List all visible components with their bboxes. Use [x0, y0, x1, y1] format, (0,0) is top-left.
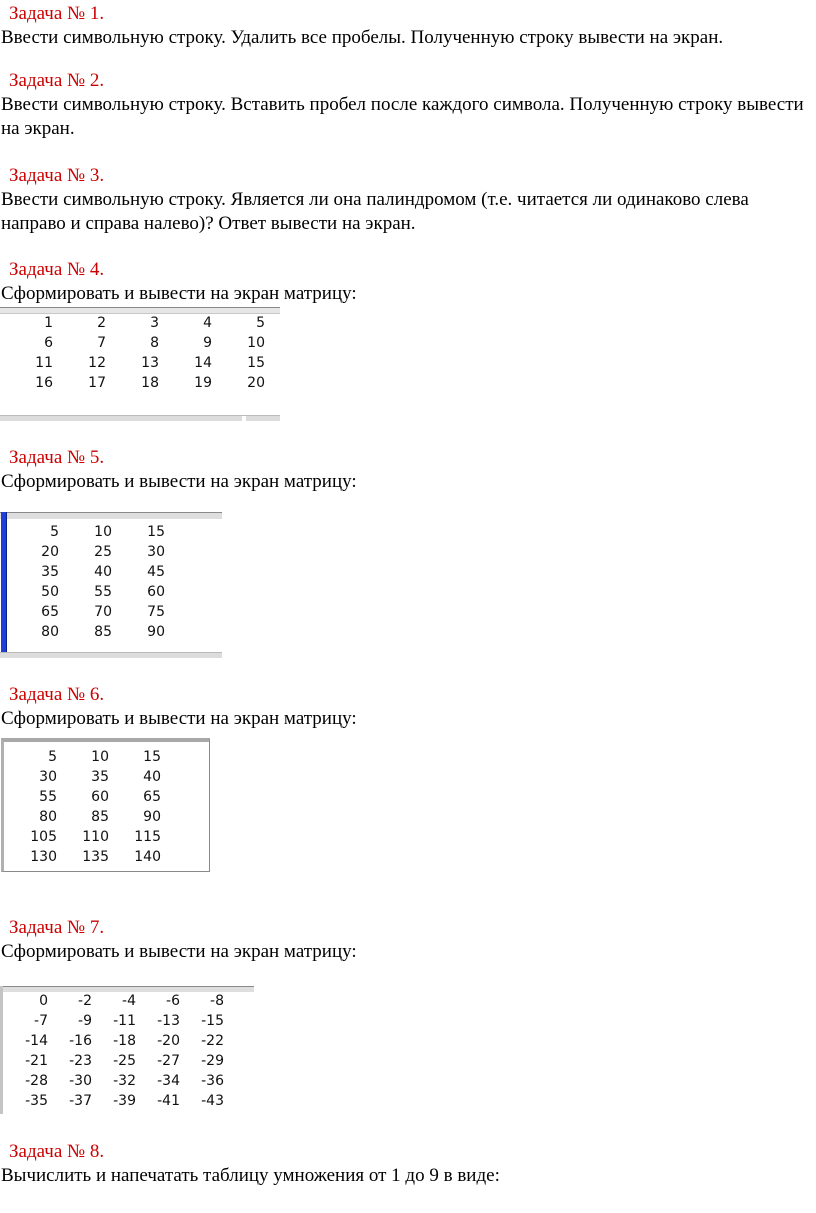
matrix-cell: 10: [91, 749, 109, 765]
matrix-row: [0, 353, 265, 373]
matrix-row: [6, 582, 165, 602]
matrix-cell: 20: [247, 375, 265, 391]
matrix-row: [0, 373, 265, 393]
matrix-cell: 90: [143, 809, 161, 825]
matrix-cell: 9: [203, 335, 212, 351]
matrix-cell: 20: [41, 544, 59, 560]
matrix-cell: -23: [69, 1053, 92, 1069]
matrix-4-console: [0, 307, 280, 421]
matrix-cell: 5: [50, 524, 59, 540]
matrix-cell: 5: [256, 315, 265, 331]
matrix-cell: -27: [157, 1053, 180, 1069]
matrix-cell: -22: [201, 1033, 224, 1049]
matrix-cell: 14: [194, 355, 212, 371]
matrix-cell: -28: [25, 1073, 48, 1089]
matrix-row: [4, 1071, 224, 1091]
matrix-cell: 30: [39, 769, 57, 785]
matrix-cell: 35: [41, 564, 59, 580]
matrix-row: [5, 747, 161, 767]
task-7-title: Задача № 7.: [9, 917, 105, 938]
task-4-title: Задача № 4.: [9, 259, 105, 280]
console-left-border: [0, 986, 3, 1114]
matrix-cell: -4: [122, 993, 136, 1009]
matrix-cell: 13: [141, 355, 159, 371]
matrix-7-console: [0, 986, 254, 1116]
console-bottom-border: [0, 652, 222, 658]
matrix-cell: 15: [143, 749, 161, 765]
task-1-text: Ввести символьную строку. Удалить все пробелы. Полученную строку вывести на экран.: [1, 27, 724, 48]
task-4-text: Сформировать и вывести на экран матрицу:: [1, 283, 357, 304]
matrix-cell: 35: [91, 769, 109, 785]
matrix-row: [0, 313, 265, 333]
matrix-cell: 30: [147, 544, 165, 560]
matrix-row: [6, 542, 165, 562]
matrix-row: [5, 827, 161, 847]
task-3-title: Задача № 3.: [9, 165, 105, 186]
matrix-row: [0, 333, 265, 353]
matrix-cell: 12: [88, 355, 106, 371]
task-3-text: Ввести символьную строку. Является ли она палиндромом (т.е. читается ли одинаково слева направо и справа налево)? Ответ вывести на экран.: [1, 189, 749, 234]
matrix-row: [6, 562, 165, 582]
matrix-cell: 140: [134, 849, 161, 865]
matrix-row: [5, 807, 161, 827]
matrix-cell: 4: [203, 315, 212, 331]
matrix-cell: -39: [113, 1093, 136, 1109]
matrix-cell: -20: [157, 1033, 180, 1049]
matrix-cell: -21: [25, 1053, 48, 1069]
matrix-cell: -30: [69, 1073, 92, 1089]
matrix-cell: -9: [78, 1013, 92, 1029]
matrix-cell: 7: [97, 335, 106, 351]
matrix-row: [5, 767, 161, 787]
matrix-cell: 110: [82, 829, 109, 845]
matrix-cell: 17: [88, 375, 106, 391]
matrix-cell: -13: [157, 1013, 180, 1029]
matrix-5-console: [0, 512, 222, 658]
matrix-cell: -8: [210, 993, 224, 1009]
matrix-cell: 19: [194, 375, 212, 391]
matrix-cell: 8: [150, 335, 159, 351]
matrix-cell: -7: [34, 1013, 48, 1029]
matrix-cell: -36: [201, 1073, 224, 1089]
task-5-title: Задача № 5.: [9, 447, 105, 468]
matrix-row: [4, 1051, 224, 1071]
task-6-title: Задача № 6.: [9, 684, 105, 705]
matrix-cell: -6: [166, 993, 180, 1009]
matrix-cell: 85: [94, 624, 112, 640]
task-8-title: Задача № 8.: [9, 1141, 105, 1162]
matrix-cell: 65: [41, 604, 59, 620]
matrix-row: [5, 787, 161, 807]
matrix-cell: -11: [113, 1013, 136, 1029]
matrix-cell: -16: [69, 1033, 92, 1049]
task-5-text: Сформировать и вывести на экран матрицу:: [1, 471, 357, 492]
matrix-row: [6, 602, 165, 622]
matrix-cell: -35: [25, 1093, 48, 1109]
matrix-cell: 80: [41, 624, 59, 640]
matrix-cell: -29: [201, 1053, 224, 1069]
matrix-cell: 10: [247, 335, 265, 351]
matrix-5-table: [6, 522, 165, 642]
matrix-cell: 2: [97, 315, 106, 331]
task-2-title: Задача № 2.: [9, 70, 105, 91]
matrix-cell: 45: [147, 564, 165, 580]
matrix-4-table: [0, 313, 265, 393]
matrix-row: [4, 1091, 224, 1111]
matrix-cell: -14: [25, 1033, 48, 1049]
matrix-cell: 18: [141, 375, 159, 391]
matrix-row: [6, 622, 165, 642]
matrix-cell: -18: [113, 1033, 136, 1049]
matrix-row: [6, 522, 165, 542]
matrix-cell: -41: [157, 1093, 180, 1109]
matrix-cell: 3: [150, 315, 159, 331]
matrix-cell: 5: [48, 749, 57, 765]
matrix-cell: 1: [44, 315, 53, 331]
matrix-cell: 115: [134, 829, 161, 845]
matrix-6-table: [5, 747, 161, 867]
matrix-cell: 60: [91, 789, 109, 805]
matrix-cell: -25: [113, 1053, 136, 1069]
matrix-cell: 15: [147, 524, 165, 540]
matrix-row: [4, 991, 224, 1011]
matrix-cell: -32: [113, 1073, 136, 1089]
matrix-cell: 16: [35, 375, 53, 391]
matrix-cell: 50: [41, 584, 59, 600]
console-scrollbar[interactable]: [0, 415, 280, 421]
matrix-cell: -2: [78, 993, 92, 1009]
matrix-cell: 65: [143, 789, 161, 805]
matrix-cell: 135: [82, 849, 109, 865]
task-8-text: Вычислить и напечатать таблицу умножения от 1 до 9 в виде:: [1, 1165, 500, 1186]
matrix-cell: 55: [39, 789, 57, 805]
task-7-text: Сформировать и вывести на экран матрицу:: [1, 941, 357, 962]
matrix-cell: 11: [35, 355, 53, 371]
matrix-cell: 40: [94, 564, 112, 580]
matrix-cell: -34: [157, 1073, 180, 1089]
matrix-cell: 25: [94, 544, 112, 560]
matrix-cell: 75: [147, 604, 165, 620]
matrix-cell: 105: [30, 829, 57, 845]
task-2-text: Ввести символьную строку. Вставить пробел после каждого символа. Полученную строку вывести на экран.: [1, 94, 804, 139]
console-top-border: [0, 512, 222, 519]
matrix-cell: 60: [147, 584, 165, 600]
matrix-6-console: [1, 738, 209, 871]
matrix-row: [5, 847, 161, 867]
matrix-cell: 90: [147, 624, 165, 640]
matrix-cell: 10: [94, 524, 112, 540]
matrix-cell: 55: [94, 584, 112, 600]
matrix-cell: 70: [94, 604, 112, 620]
matrix-cell: -37: [69, 1093, 92, 1109]
matrix-cell: 15: [247, 355, 265, 371]
matrix-cell: 0: [39, 993, 48, 1009]
matrix-row: [4, 1031, 224, 1051]
task-6-text: Сформировать и вывести на экран матрицу:: [1, 708, 357, 729]
matrix-cell: -15: [201, 1013, 224, 1029]
matrix-cell: 80: [39, 809, 57, 825]
matrix-cell: 85: [91, 809, 109, 825]
matrix-cell: -43: [201, 1093, 224, 1109]
task-1-title: Задача № 1.: [9, 3, 105, 24]
matrix-row: [4, 1011, 224, 1031]
matrix-7-table: [4, 991, 224, 1111]
matrix-cell: 130: [30, 849, 57, 865]
matrix-cell: 40: [143, 769, 161, 785]
matrix-cell: 6: [44, 335, 53, 351]
